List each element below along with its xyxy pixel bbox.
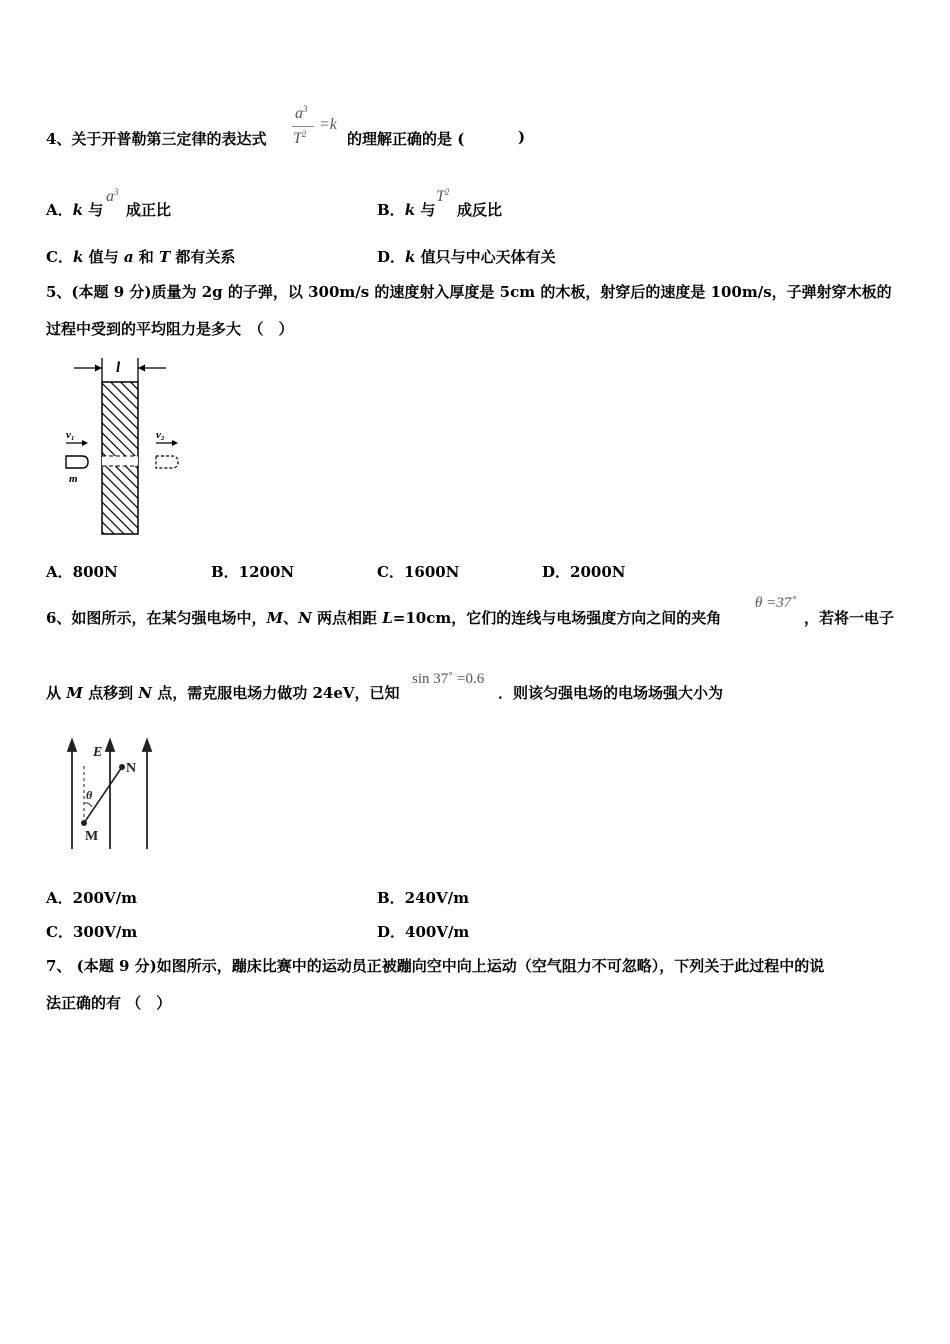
q4-option-d[interactable] xyxy=(377,246,556,267)
q6-l2-d: ．则该匀强电场的电场场强大小为 xyxy=(498,684,724,702)
q4-option-a-label: A． xyxy=(46,201,73,219)
q6-l1-a: 6、如图所示，在某匀强电场中， xyxy=(46,609,267,627)
q5-bullet-board-figure xyxy=(60,352,190,538)
q5-option-b[interactable]: B．1200N xyxy=(211,563,295,581)
q6-electric-field-figure xyxy=(62,735,162,855)
q6-l1-L: L xyxy=(382,609,393,627)
q5-bullet-before xyxy=(66,456,88,468)
q5-bullet-hole xyxy=(102,456,138,466)
q6-field-arrow-3 xyxy=(143,740,151,751)
q5-v2-arrow-head xyxy=(172,440,178,446)
q7-stem-line-1: 7、 (本题 9 分)如图所示，蹦床比赛中的运动员正被蹦向空中向上运动（空气阻力不可忽略），下列关于此过程中的说 xyxy=(46,957,825,975)
q6-point-m xyxy=(81,820,87,826)
q4-option-c-var-t: T xyxy=(159,248,171,266)
q6-stem-line-1 xyxy=(46,607,721,628)
q6-option-c[interactable]: C．300V/m xyxy=(46,923,138,941)
q6-l1-b: 两点相距 xyxy=(311,609,383,627)
q4-kepler-formula xyxy=(291,100,343,152)
q6-l2-c: 点，需克服电场力做功 24eV，已知 xyxy=(152,684,400,702)
q6-l2-n: N xyxy=(138,684,153,702)
q5-label-m: m xyxy=(69,473,78,485)
q6-l1-d: ，若将一电子 xyxy=(804,609,895,627)
q4-stem-after: 的理解正确的是 ( xyxy=(347,130,465,148)
q7-stem-line-2: 法正确的有 （ ） xyxy=(46,994,172,1012)
q4-option-b-var: k xyxy=(404,201,416,219)
q4-option-c-var-k: k xyxy=(72,248,84,266)
q5-option-a[interactable]: A．800N xyxy=(46,563,118,581)
q4-option-d-label: D． xyxy=(377,248,406,266)
q6-theta-formula: θ =37˚ xyxy=(755,595,797,611)
q6-field-arrow-2 xyxy=(106,740,114,751)
q4-option-b-tail: 成反比 xyxy=(457,201,503,219)
q5-option-c[interactable]: C．1600N xyxy=(377,563,460,581)
q5-label-v1: v₁ xyxy=(66,429,75,441)
q6-stem-line-2-start xyxy=(46,682,400,703)
q6-label-theta: θ xyxy=(86,788,93,802)
q6-field-arrow-1 xyxy=(68,740,76,751)
q4-option-d-var: k xyxy=(405,248,416,266)
q4-option-c-label: C． xyxy=(46,248,73,266)
q6-l2-a: 从 xyxy=(46,684,67,702)
q5-bullet-after xyxy=(156,456,178,468)
q5-stem-line-1: 5、(本题 9 分)质量为 2g 的子弹，以 300m/s 的速度射入厚度是 5cm 的木板，射穿后的速度是 100m/s，子弹射穿木板的 xyxy=(46,283,892,301)
q4-option-a-tail: 成正比 xyxy=(126,201,172,219)
q4-option-d-tail: 值只与中心天体有关 xyxy=(415,248,556,266)
q4-formula-fraction-bar xyxy=(292,126,314,127)
q5-v1-arrow-head xyxy=(82,440,88,446)
q4-option-b-mid: 与 xyxy=(415,201,436,219)
q4-stem-close: ) xyxy=(518,128,526,146)
q4-option-c-var-a: a xyxy=(123,248,134,266)
q6-option-d[interactable]: D．400V/m xyxy=(377,923,470,941)
q4-option-a-mid: 与 xyxy=(83,201,104,219)
q4-formula-denominator: $T^2$ xyxy=(293,129,307,147)
q4-stem-before: 4、关于开普勒第三定律的表达式 xyxy=(46,130,267,148)
q6-l1-c: =10cm，它们的连线与电场强度方向之间的夹角 xyxy=(392,609,722,627)
q6-sin-formula: sin 37˚ =0.6 xyxy=(412,671,485,687)
q5-stem-line-2: 过程中受到的平均阻力是多大 （ ） xyxy=(46,320,294,338)
q4-option-b-formula: $T^2$ xyxy=(436,187,450,205)
q6-point-n xyxy=(119,764,125,770)
q6-l1-sep: 、 xyxy=(283,609,299,627)
q5-option-d[interactable]: D．2000N xyxy=(542,563,626,581)
q6-label-n: N xyxy=(126,761,137,776)
q5-label-v2: v₂ xyxy=(156,429,165,441)
q6-l2-m: M xyxy=(66,684,83,702)
q6-l1-n: N xyxy=(298,609,312,627)
q4-option-b-label: B． xyxy=(377,201,405,219)
q4-option-c[interactable] xyxy=(46,246,235,267)
q4-option-c-mid1: 值与 xyxy=(83,248,124,266)
q6-l1-m: M xyxy=(266,609,284,627)
q4-formula-numerator: $a^3$ xyxy=(295,104,308,122)
q4-option-c-tail: 都有关系 xyxy=(170,248,236,266)
q6-l2-b: 点移到 xyxy=(82,684,139,702)
q5-dimension-arrow-right xyxy=(138,365,145,372)
q4-option-a-var: k xyxy=(72,201,84,219)
q5-dimension-arrow-left xyxy=(95,365,102,372)
q4-option-a-formula: $a^3$ xyxy=(106,187,119,205)
q6-label-m: M xyxy=(85,829,99,844)
q6-angle-arc xyxy=(84,803,92,807)
q6-label-e: E xyxy=(93,745,103,760)
q4-option-a[interactable] xyxy=(46,199,103,220)
q4-option-c-mid2: 和 xyxy=(133,248,159,266)
q4-option-b[interactable] xyxy=(377,199,435,220)
q6-option-b[interactable]: B．240V/m xyxy=(377,889,469,907)
q6-option-a[interactable]: A．200V/m xyxy=(46,889,137,907)
q5-label-l: l xyxy=(116,360,121,376)
q4-formula-rhs: =k xyxy=(319,116,337,133)
